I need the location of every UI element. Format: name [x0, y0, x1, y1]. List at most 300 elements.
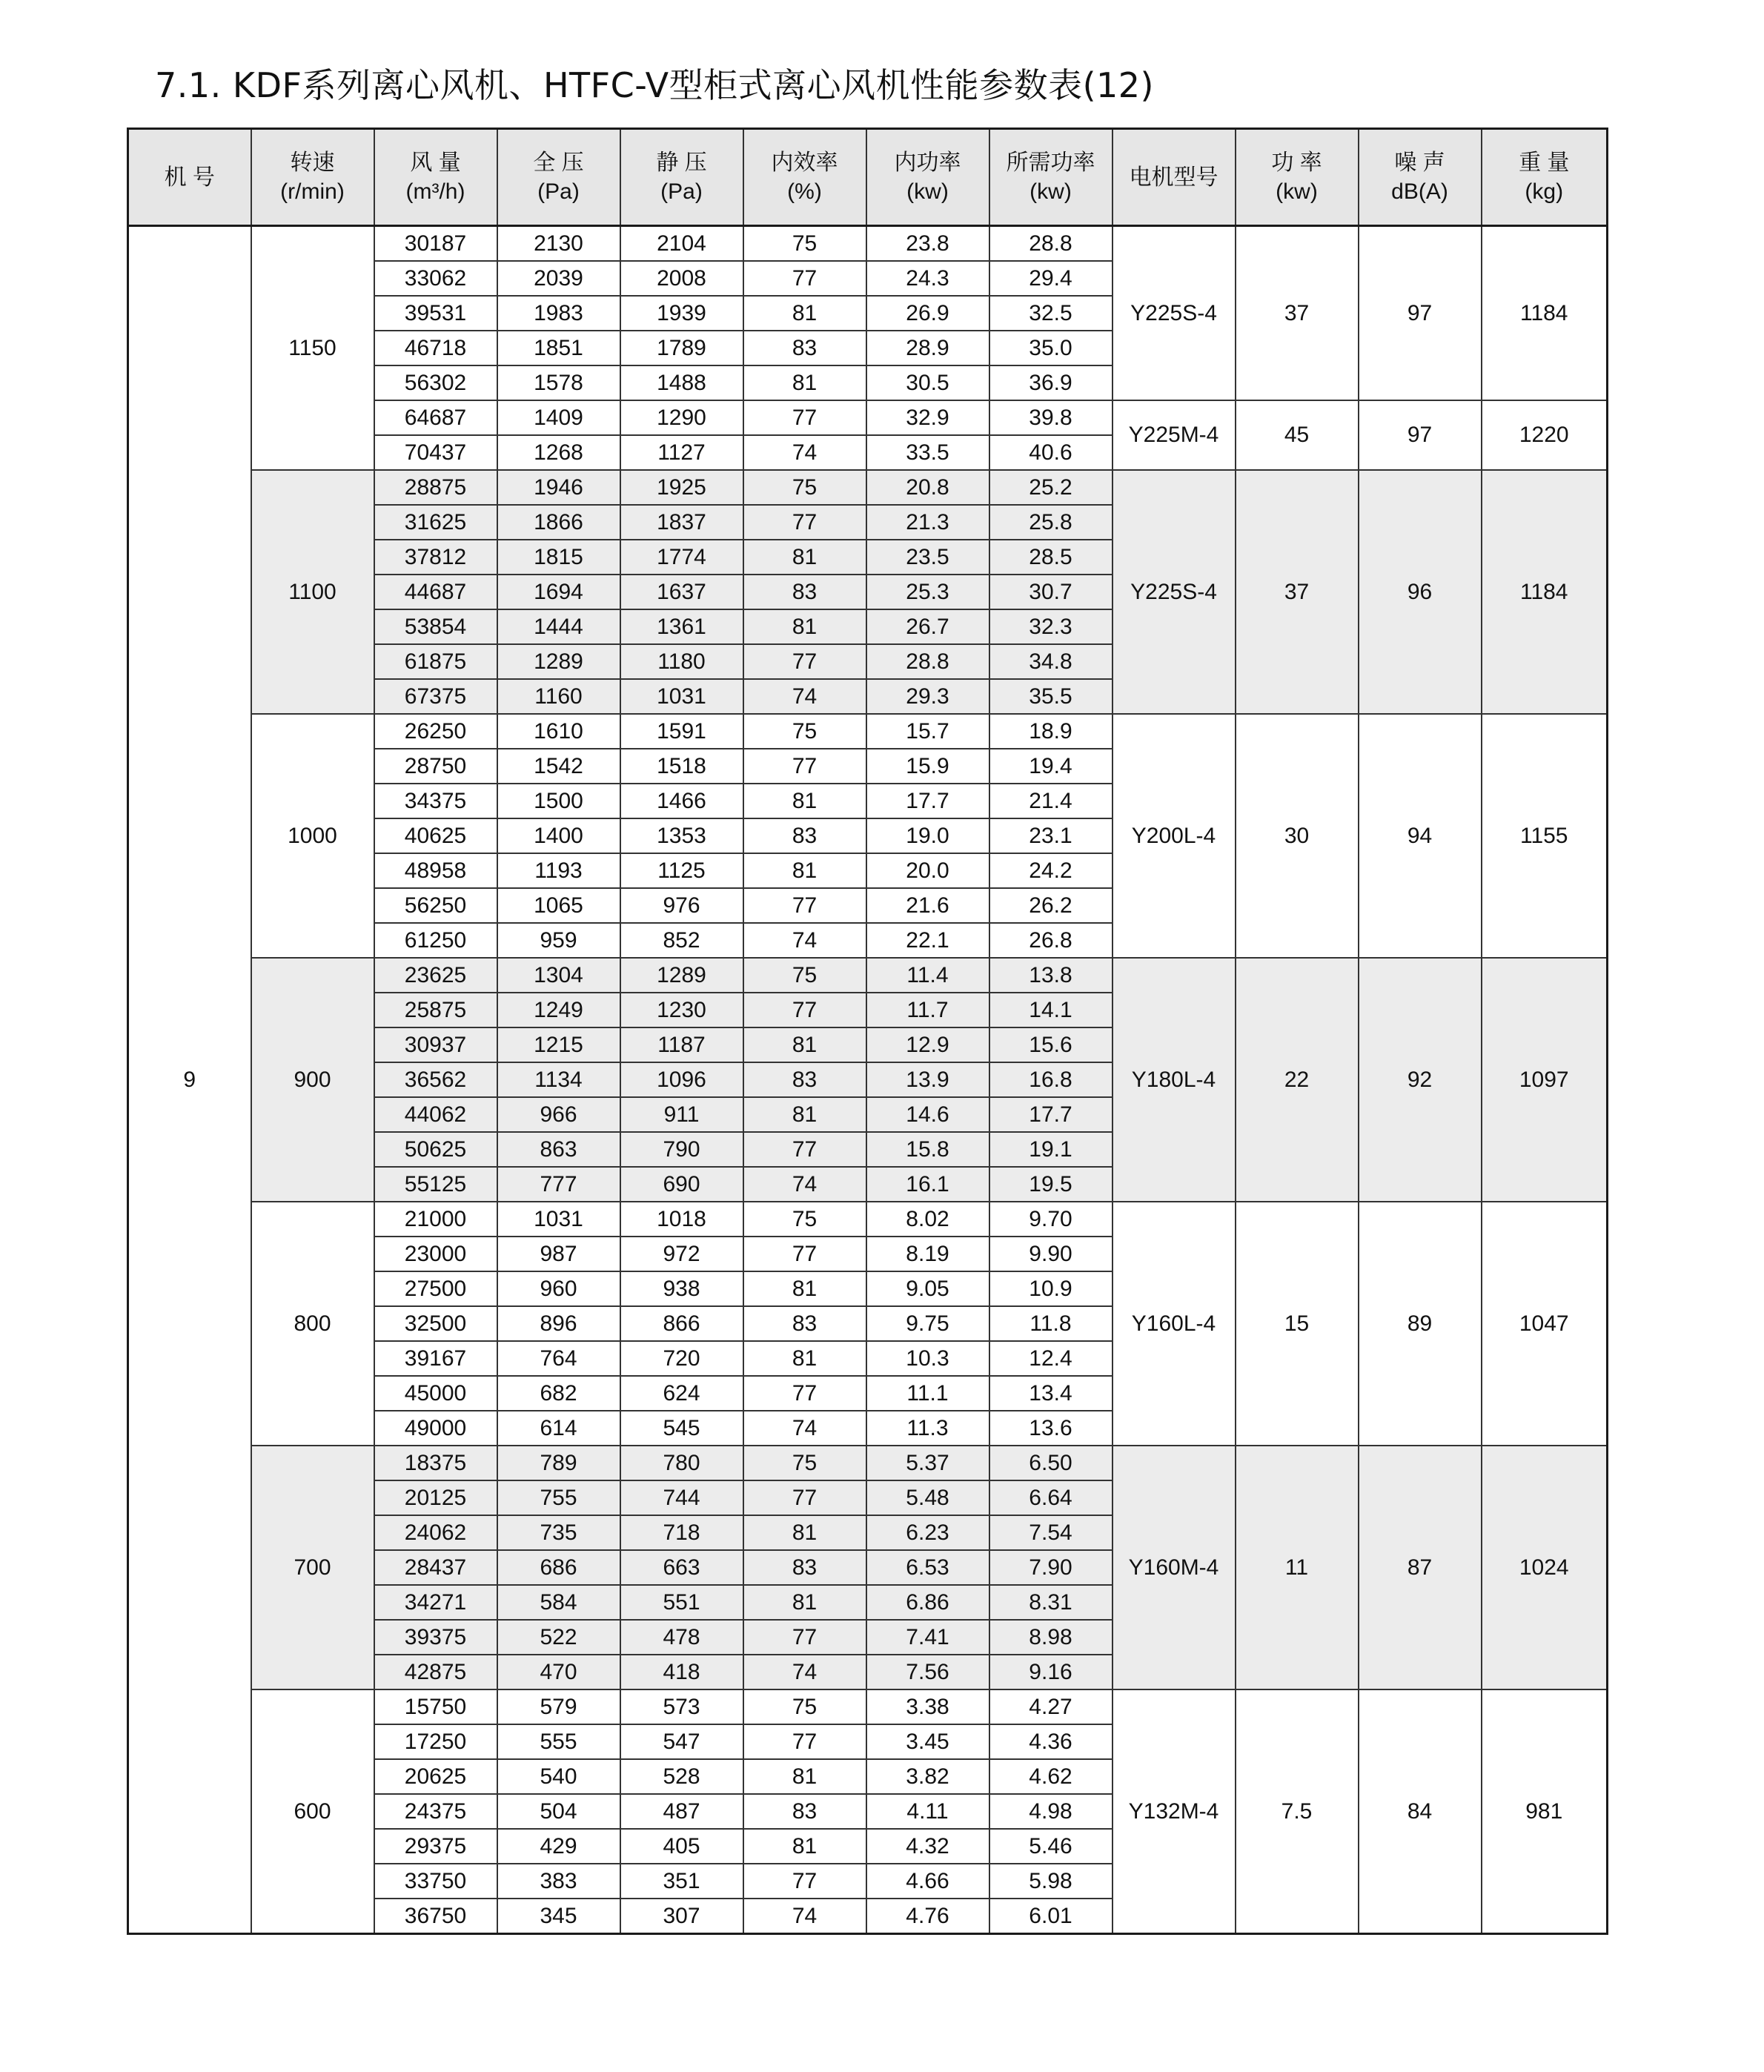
airflow-cell: 37812: [374, 540, 497, 575]
internal-power-cell: 11.1: [866, 1376, 989, 1411]
static-pressure-cell: 790: [620, 1132, 743, 1167]
airflow-cell: 30187: [374, 226, 497, 262]
header-motor-model-label: 电机型号: [1129, 165, 1218, 190]
header-internal-power-label: 内功率: [894, 150, 961, 175]
efficiency-cell: 83: [743, 1794, 866, 1829]
efficiency-cell: 81: [743, 784, 866, 818]
noise-cell: 89: [1359, 1202, 1482, 1446]
weight-cell: 1097: [1482, 958, 1608, 1202]
static-pressure-cell: 487: [620, 1794, 743, 1829]
airflow-cell: 23625: [374, 958, 497, 993]
required-power-cell: 9.90: [989, 1237, 1113, 1271]
total-pressure-cell: 1983: [497, 296, 620, 331]
motor-power-cell: 45: [1236, 400, 1359, 470]
header-total-pressure: [497, 129, 620, 226]
efficiency-cell: 77: [743, 644, 866, 679]
efficiency-cell: 81: [743, 853, 866, 888]
motor-model-cell: Y225M-4: [1113, 400, 1236, 470]
noise-cell: 87: [1359, 1446, 1482, 1689]
required-power-cell: 14.1: [989, 993, 1113, 1027]
efficiency-cell: 77: [743, 993, 866, 1027]
airflow-cell: 24062: [374, 1515, 497, 1550]
table-row: [128, 714, 1608, 749]
motor-model-cell: Y160L-4: [1113, 1202, 1236, 1446]
airflow-cell: 61875: [374, 644, 497, 679]
total-pressure-cell: 429: [497, 1829, 620, 1864]
speed-cell: 900: [251, 958, 374, 1202]
efficiency-cell: 74: [743, 435, 866, 470]
internal-power-cell: 4.76: [866, 1899, 989, 1934]
motor-power-cell: 37: [1236, 470, 1359, 714]
static-pressure-cell: 307: [620, 1899, 743, 1934]
header-total-pressure-label: 全 压: [533, 150, 584, 175]
header-noise-label: 噪 声: [1394, 150, 1445, 175]
motor-model-cell: Y180L-4: [1113, 958, 1236, 1202]
noise-cell: 84: [1359, 1689, 1482, 1934]
required-power-cell: 24.2: [989, 853, 1113, 888]
airflow-cell: 45000: [374, 1376, 497, 1411]
internal-power-cell: 9.05: [866, 1271, 989, 1306]
internal-power-cell: 7.41: [866, 1620, 989, 1655]
total-pressure-cell: 789: [497, 1446, 620, 1480]
header-fan-no-label: 机 号: [164, 165, 215, 190]
total-pressure-cell: 1851: [497, 331, 620, 365]
airflow-cell: 21000: [374, 1202, 497, 1237]
static-pressure-cell: 938: [620, 1271, 743, 1306]
efficiency-cell: 77: [743, 1132, 866, 1167]
internal-power-cell: 5.37: [866, 1446, 989, 1480]
total-pressure-cell: 1694: [497, 575, 620, 609]
required-power-cell: 26.8: [989, 923, 1113, 958]
required-power-cell: 40.6: [989, 435, 1113, 470]
total-pressure-cell: 1268: [497, 435, 620, 470]
airflow-cell: 36750: [374, 1899, 497, 1934]
internal-power-cell: 11.3: [866, 1411, 989, 1446]
efficiency-cell: 77: [743, 1480, 866, 1515]
total-pressure-cell: 584: [497, 1585, 620, 1620]
static-pressure-cell: 780: [620, 1446, 743, 1480]
static-pressure-cell: 972: [620, 1237, 743, 1271]
efficiency-cell: 77: [743, 400, 866, 435]
required-power-cell: 35.0: [989, 331, 1113, 365]
weight-cell: 981: [1482, 1689, 1608, 1934]
static-pressure-cell: 718: [620, 1515, 743, 1550]
internal-power-cell: 10.3: [866, 1341, 989, 1376]
total-pressure-cell: 755: [497, 1480, 620, 1515]
static-pressure-cell: 418: [620, 1655, 743, 1689]
table-header-row: [128, 129, 1608, 226]
airflow-cell: 33062: [374, 261, 497, 296]
static-pressure-cell: 976: [620, 888, 743, 923]
airflow-cell: 24375: [374, 1794, 497, 1829]
required-power-cell: 8.31: [989, 1585, 1113, 1620]
airflow-cell: 67375: [374, 679, 497, 714]
airflow-cell: 29375: [374, 1829, 497, 1864]
page-title: 7.1. KDF系列离心风机、HTFC-V型柜式离心风机性能参数表(12): [155, 65, 1155, 105]
internal-power-cell: 3.82: [866, 1759, 989, 1794]
static-pressure-cell: 690: [620, 1167, 743, 1202]
internal-power-cell: 3.45: [866, 1724, 989, 1759]
header-required-power: [989, 129, 1113, 226]
efficiency-cell: 81: [743, 296, 866, 331]
header-speed-unit: (r/min): [280, 179, 345, 204]
airflow-cell: 28437: [374, 1550, 497, 1585]
efficiency-cell: 77: [743, 1724, 866, 1759]
required-power-cell: 6.50: [989, 1446, 1113, 1480]
header-static-pressure-label: 静 压: [656, 150, 707, 175]
airflow-cell: 48958: [374, 853, 497, 888]
internal-power-cell: 23.8: [866, 226, 989, 262]
static-pressure-cell: 1361: [620, 609, 743, 644]
efficiency-cell: 81: [743, 1829, 866, 1864]
internal-power-cell: 6.23: [866, 1515, 989, 1550]
weight-cell: 1047: [1482, 1202, 1608, 1446]
total-pressure-cell: 1542: [497, 749, 620, 784]
internal-power-cell: 30.5: [866, 365, 989, 400]
airflow-cell: 42875: [374, 1655, 497, 1689]
noise-cell: 92: [1359, 958, 1482, 1202]
internal-power-cell: 20.0: [866, 853, 989, 888]
noise-cell: 96: [1359, 470, 1482, 714]
weight-cell: 1184: [1482, 470, 1608, 714]
total-pressure-cell: 1866: [497, 505, 620, 540]
motor-model-cell: Y200L-4: [1113, 714, 1236, 958]
efficiency-cell: 83: [743, 1062, 866, 1097]
total-pressure-cell: 863: [497, 1132, 620, 1167]
table-row: [128, 470, 1608, 505]
required-power-cell: 7.90: [989, 1550, 1113, 1585]
internal-power-cell: 7.56: [866, 1655, 989, 1689]
header-airflow-unit: (m³/h): [405, 179, 465, 204]
efficiency-cell: 74: [743, 1411, 866, 1446]
static-pressure-cell: 1591: [620, 714, 743, 749]
total-pressure-cell: 555: [497, 1724, 620, 1759]
total-pressure-cell: 777: [497, 1167, 620, 1202]
efficiency-cell: 77: [743, 1237, 866, 1271]
airflow-cell: 56302: [374, 365, 497, 400]
efficiency-cell: 74: [743, 923, 866, 958]
speed-cell: 1000: [251, 714, 374, 958]
speed-cell: 700: [251, 1446, 374, 1689]
internal-power-cell: 20.8: [866, 470, 989, 505]
required-power-cell: 35.5: [989, 679, 1113, 714]
efficiency-cell: 83: [743, 818, 866, 853]
total-pressure-cell: 1578: [497, 365, 620, 400]
airflow-cell: 56250: [374, 888, 497, 923]
header-weight-label: 重 量: [1519, 150, 1570, 175]
total-pressure-cell: 470: [497, 1655, 620, 1689]
required-power-cell: 9.16: [989, 1655, 1113, 1689]
efficiency-cell: 81: [743, 1759, 866, 1794]
internal-power-cell: 11.7: [866, 993, 989, 1027]
static-pressure-cell: 1939: [620, 296, 743, 331]
required-power-cell: 16.8: [989, 1062, 1113, 1097]
required-power-cell: 30.7: [989, 575, 1113, 609]
table-body: [128, 226, 1608, 1934]
required-power-cell: 25.2: [989, 470, 1113, 505]
static-pressure-cell: 1774: [620, 540, 743, 575]
header-internal-power-unit: (kw): [906, 179, 949, 204]
airflow-cell: 33750: [374, 1864, 497, 1899]
total-pressure-cell: 735: [497, 1515, 620, 1550]
motor-model-cell: Y225S-4: [1113, 226, 1236, 401]
internal-power-cell: 21.6: [866, 888, 989, 923]
table-row: [128, 1446, 1608, 1480]
header-motor-power-label: 功 率: [1271, 150, 1322, 175]
static-pressure-cell: 2008: [620, 261, 743, 296]
total-pressure-cell: 579: [497, 1689, 620, 1724]
static-pressure-cell: 1488: [620, 365, 743, 400]
header-airflow-label: 风 量: [410, 150, 461, 175]
internal-power-cell: 15.9: [866, 749, 989, 784]
header-speed-label: 转速: [290, 150, 335, 175]
required-power-cell: 28.5: [989, 540, 1113, 575]
efficiency-cell: 81: [743, 1515, 866, 1550]
airflow-cell: 20125: [374, 1480, 497, 1515]
motor-power-cell: 30: [1236, 714, 1359, 958]
speed-cell: 600: [251, 1689, 374, 1934]
internal-power-cell: 14.6: [866, 1097, 989, 1132]
efficiency-cell: 75: [743, 714, 866, 749]
airflow-cell: 50625: [374, 1132, 497, 1167]
required-power-cell: 15.6: [989, 1027, 1113, 1062]
header-required-power-unit: (kw): [1029, 179, 1072, 204]
efficiency-cell: 77: [743, 1864, 866, 1899]
airflow-cell: 18375: [374, 1446, 497, 1480]
total-pressure-cell: 1134: [497, 1062, 620, 1097]
efficiency-cell: 74: [743, 1167, 866, 1202]
header-static-pressure-unit: (Pa): [660, 179, 703, 204]
airflow-cell: 40625: [374, 818, 497, 853]
efficiency-cell: 77: [743, 1376, 866, 1411]
efficiency-cell: 81: [743, 540, 866, 575]
airflow-cell: 28750: [374, 749, 497, 784]
static-pressure-cell: 478: [620, 1620, 743, 1655]
total-pressure-cell: 1215: [497, 1027, 620, 1062]
airflow-cell: 15750: [374, 1689, 497, 1724]
efficiency-cell: 75: [743, 1689, 866, 1724]
static-pressure-cell: 547: [620, 1724, 743, 1759]
header-noise: [1359, 129, 1482, 226]
airflow-cell: 39375: [374, 1620, 497, 1655]
static-pressure-cell: 1125: [620, 853, 743, 888]
static-pressure-cell: 2104: [620, 226, 743, 262]
internal-power-cell: 12.9: [866, 1027, 989, 1062]
header-motor-power: [1236, 129, 1359, 226]
internal-power-cell: 6.53: [866, 1550, 989, 1585]
total-pressure-cell: 614: [497, 1411, 620, 1446]
header-internal-power: [866, 129, 989, 226]
required-power-cell: 18.9: [989, 714, 1113, 749]
efficiency-cell: 81: [743, 1585, 866, 1620]
required-power-cell: 10.9: [989, 1271, 1113, 1306]
static-pressure-cell: 911: [620, 1097, 743, 1132]
internal-power-cell: 21.3: [866, 505, 989, 540]
internal-power-cell: 28.9: [866, 331, 989, 365]
internal-power-cell: 6.86: [866, 1585, 989, 1620]
airflow-cell: 44062: [374, 1097, 497, 1132]
internal-power-cell: 22.1: [866, 923, 989, 958]
internal-power-cell: 26.9: [866, 296, 989, 331]
internal-power-cell: 23.5: [866, 540, 989, 575]
total-pressure-cell: 1031: [497, 1202, 620, 1237]
efficiency-cell: 77: [743, 505, 866, 540]
static-pressure-cell: 1096: [620, 1062, 743, 1097]
required-power-cell: 13.4: [989, 1376, 1113, 1411]
table-row: [128, 1689, 1608, 1724]
required-power-cell: 5.46: [989, 1829, 1113, 1864]
airflow-cell: 70437: [374, 435, 497, 470]
airflow-cell: 25875: [374, 993, 497, 1027]
static-pressure-cell: 1290: [620, 400, 743, 435]
header-weight: [1482, 129, 1608, 226]
header-efficiency: [743, 129, 866, 226]
internal-power-cell: 33.5: [866, 435, 989, 470]
airflow-cell: 61250: [374, 923, 497, 958]
internal-power-cell: 8.02: [866, 1202, 989, 1237]
total-pressure-cell: 1304: [497, 958, 620, 993]
required-power-cell: 11.8: [989, 1306, 1113, 1341]
static-pressure-cell: 1637: [620, 575, 743, 609]
efficiency-cell: 75: [743, 1202, 866, 1237]
efficiency-cell: 81: [743, 365, 866, 400]
total-pressure-cell: 1815: [497, 540, 620, 575]
efficiency-cell: 74: [743, 1655, 866, 1689]
static-pressure-cell: 1289: [620, 958, 743, 993]
internal-power-cell: 28.8: [866, 644, 989, 679]
internal-power-cell: 29.3: [866, 679, 989, 714]
airflow-cell: 28875: [374, 470, 497, 505]
airflow-cell: 20625: [374, 1759, 497, 1794]
required-power-cell: 19.4: [989, 749, 1113, 784]
efficiency-cell: 81: [743, 609, 866, 644]
required-power-cell: 13.8: [989, 958, 1113, 993]
static-pressure-cell: 720: [620, 1341, 743, 1376]
static-pressure-cell: 1353: [620, 818, 743, 853]
internal-power-cell: 26.7: [866, 609, 989, 644]
required-power-cell: 4.27: [989, 1689, 1113, 1724]
required-power-cell: 29.4: [989, 261, 1113, 296]
required-power-cell: 9.70: [989, 1202, 1113, 1237]
total-pressure-cell: 1400: [497, 818, 620, 853]
motor-power-cell: 7.5: [1236, 1689, 1359, 1934]
airflow-cell: 53854: [374, 609, 497, 644]
airflow-cell: 23000: [374, 1237, 497, 1271]
static-pressure-cell: 1018: [620, 1202, 743, 1237]
total-pressure-cell: 2039: [497, 261, 620, 296]
speed-cell: 800: [251, 1202, 374, 1446]
total-pressure-cell: 1500: [497, 784, 620, 818]
airflow-cell: 32500: [374, 1306, 497, 1341]
static-pressure-cell: 1518: [620, 749, 743, 784]
total-pressure-cell: 504: [497, 1794, 620, 1829]
total-pressure-cell: 1160: [497, 679, 620, 714]
total-pressure-cell: 522: [497, 1620, 620, 1655]
internal-power-cell: 15.7: [866, 714, 989, 749]
required-power-cell: 17.7: [989, 1097, 1113, 1132]
weight-cell: 1155: [1482, 714, 1608, 958]
total-pressure-cell: 966: [497, 1097, 620, 1132]
header-efficiency-label: 内效率: [771, 150, 838, 175]
efficiency-cell: 77: [743, 888, 866, 923]
required-power-cell: 36.9: [989, 365, 1113, 400]
airflow-cell: 27500: [374, 1271, 497, 1306]
efficiency-cell: 81: [743, 1097, 866, 1132]
noise-cell: 94: [1359, 714, 1482, 958]
static-pressure-cell: 1230: [620, 993, 743, 1027]
required-power-cell: 7.54: [989, 1515, 1113, 1550]
static-pressure-cell: 545: [620, 1411, 743, 1446]
efficiency-cell: 75: [743, 1446, 866, 1480]
airflow-cell: 31625: [374, 505, 497, 540]
efficiency-cell: 74: [743, 679, 866, 714]
noise-cell: 97: [1359, 226, 1482, 401]
airflow-cell: 36562: [374, 1062, 497, 1097]
required-power-cell: 5.98: [989, 1864, 1113, 1899]
weight-cell: 1220: [1482, 400, 1608, 470]
required-power-cell: 13.6: [989, 1411, 1113, 1446]
required-power-cell: 19.1: [989, 1132, 1113, 1167]
fan-no-cell: 9: [128, 226, 251, 1934]
total-pressure-cell: 1193: [497, 853, 620, 888]
header-noise-unit: dB(A): [1391, 179, 1448, 204]
airflow-cell: 34375: [374, 784, 497, 818]
required-power-cell: 12.4: [989, 1341, 1113, 1376]
motor-model-cell: Y160M-4: [1113, 1446, 1236, 1689]
static-pressure-cell: 1789: [620, 331, 743, 365]
required-power-cell: 6.01: [989, 1899, 1113, 1934]
airflow-cell: 34271: [374, 1585, 497, 1620]
static-pressure-cell: 405: [620, 1829, 743, 1864]
total-pressure-cell: 2130: [497, 226, 620, 262]
header-weight-unit: (kg): [1525, 179, 1564, 204]
header-efficiency-unit: (%): [787, 179, 822, 204]
static-pressure-cell: 573: [620, 1689, 743, 1724]
efficiency-cell: 83: [743, 1306, 866, 1341]
airflow-cell: 64687: [374, 400, 497, 435]
required-power-cell: 8.98: [989, 1620, 1113, 1655]
motor-power-cell: 37: [1236, 226, 1359, 401]
static-pressure-cell: 551: [620, 1585, 743, 1620]
total-pressure-cell: 1289: [497, 644, 620, 679]
motor-power-cell: 11: [1236, 1446, 1359, 1689]
static-pressure-cell: 1031: [620, 679, 743, 714]
required-power-cell: 4.36: [989, 1724, 1113, 1759]
table-row: [128, 1202, 1608, 1237]
efficiency-cell: 75: [743, 470, 866, 505]
motor-model-cell: Y225S-4: [1113, 470, 1236, 714]
total-pressure-cell: 1249: [497, 993, 620, 1027]
weight-cell: 1184: [1482, 226, 1608, 401]
total-pressure-cell: 1409: [497, 400, 620, 435]
total-pressure-cell: 1444: [497, 609, 620, 644]
airflow-cell: 30937: [374, 1027, 497, 1062]
speed-cell: 1150: [251, 226, 374, 471]
total-pressure-cell: 1610: [497, 714, 620, 749]
efficiency-cell: 81: [743, 1271, 866, 1306]
total-pressure-cell: 959: [497, 923, 620, 958]
motor-power-cell: 22: [1236, 958, 1359, 1202]
header-static-pressure: [620, 129, 743, 226]
internal-power-cell: 9.75: [866, 1306, 989, 1341]
total-pressure-cell: 896: [497, 1306, 620, 1341]
motor-model-cell: Y132M-4: [1113, 1689, 1236, 1934]
internal-power-cell: 16.1: [866, 1167, 989, 1202]
static-pressure-cell: 1187: [620, 1027, 743, 1062]
airflow-cell: 44687: [374, 575, 497, 609]
performance-table: [127, 128, 1608, 1935]
airflow-cell: 49000: [374, 1411, 497, 1446]
